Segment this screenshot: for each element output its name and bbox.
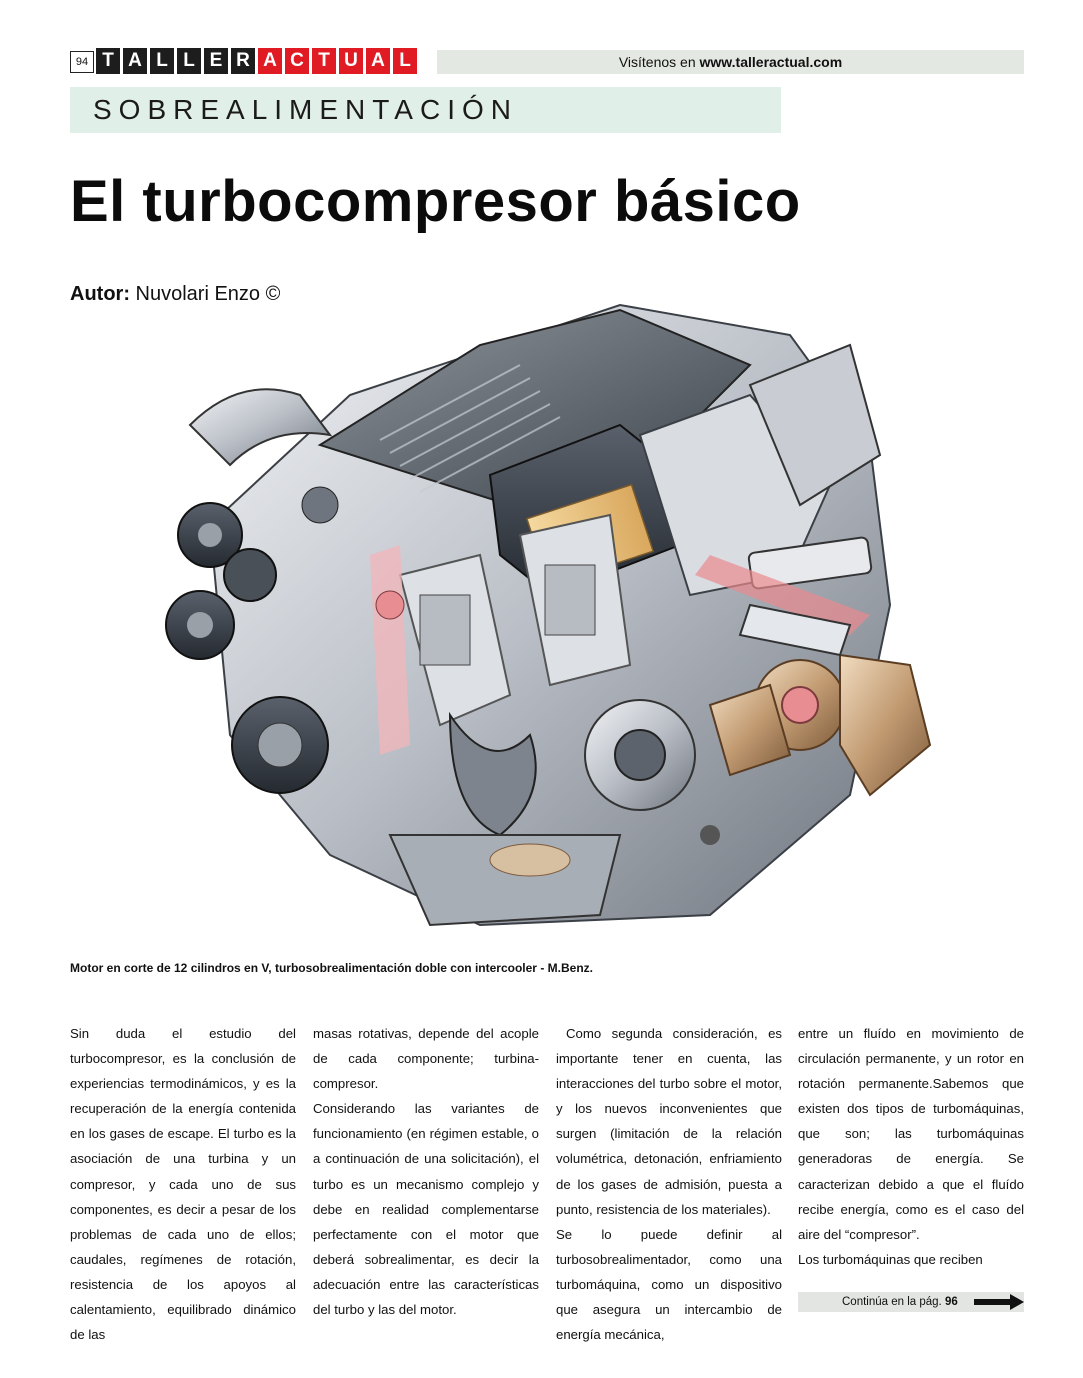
text-column-2: [313, 1021, 539, 1322]
brand-letter: L: [393, 48, 417, 74]
paragraph: masas rotativas, depende del acople de cada componente; turbina-compresor.: [313, 1026, 539, 1092]
continue-label: Continúa en la pág.: [842, 1296, 942, 1308]
website-link[interactable]: www.talleractual.com: [699, 54, 843, 70]
article-title: El turbocompresor básico: [70, 169, 801, 234]
arrow-right-icon: [974, 1294, 1024, 1310]
brand-letter: A: [258, 48, 282, 74]
author-label: Autor:: [70, 283, 130, 305]
brand-letter: T: [96, 48, 120, 74]
brand-letter: A: [366, 48, 390, 74]
website-prefix: Visítenos en: [618, 54, 700, 70]
text-column-3: [556, 1021, 782, 1347]
brand-letter: R: [231, 48, 255, 74]
website-line: [437, 50, 1024, 74]
brand-letter: T: [312, 48, 336, 74]
paragraph: Sin duda el estudio del turbocompresor, es la conclusión de experiencias termodinámicos, y es la recuperación de la energía contenida en los gases de escape. El turbo es la asociación de una turbina y un compresor, y cada uno de sus componentes, es decir a pesar de los problemas de cada uno de ellos; caudales, regímenes de rotación, resistencia de los apoyos al calentamiento, equilibrado dinámico de las: [70, 1026, 296, 1343]
paragraph: entre un fluído en movimiento de circulación permanente, y un rotor en rotación permanente.Sabemos que existen dos tipos de turbomáquinas, que son; las turbomáquinas generadoras de energía. Se caracterizan debido a que el fluído recibe energía, como es el caso del aire del “compresor”.: [798, 1026, 1024, 1242]
brand-letter: U: [339, 48, 363, 74]
author-name: Nuvolari Enzo ©: [135, 283, 281, 305]
paragraph: Considerando las variantes de funcionamiento (en régimen estable, o a continuación de una solicitación), el turbo es un mecanismo complejo y debe en realidad complementarse perfectamente con el motor que deberá sobrealimentar, es decir la adecuación entre las características del turbo y las del motor.: [313, 1101, 539, 1318]
text-column-4: [798, 1021, 1024, 1272]
brand-letter: E: [204, 48, 228, 74]
paragraph: Se lo puede definir al turbosobrealimentador, como una turbomáquina, como un dispositivo que asegura un intercambio de energía mecánica,: [556, 1226, 782, 1343]
engine-cutaway-illustration: [150, 275, 970, 955]
continue-page: 96: [944, 1296, 958, 1308]
figure-caption: Motor en corte de 12 cilindros en V, turbosobrealimentación doble con intercooler - M.Benz.: [70, 961, 593, 975]
paragraph: Como segunda consideración, es importante tener en cuenta, las interacciones del turbo sobre el motor, y los nuevos inconvenientes que surgen (limitación de la relación volumétrica, detonación, enfriamiento de los gases de admisión, puesta a punto, resistencia de los materiales).: [556, 1026, 782, 1217]
brand-letter: L: [177, 48, 201, 74]
brand-letter: C: [285, 48, 309, 74]
brand-letter: A: [123, 48, 147, 74]
brand-letter: L: [150, 48, 174, 74]
page-number: 94: [70, 51, 94, 73]
paragraph: Los turbomáquinas que reciben: [798, 1251, 983, 1267]
brand-logo: [96, 48, 417, 74]
section-label: SOBREALIMENTACIÓN: [93, 94, 518, 125]
continue-note[interactable]: [842, 1292, 958, 1312]
text-column-1: [70, 1021, 296, 1347]
